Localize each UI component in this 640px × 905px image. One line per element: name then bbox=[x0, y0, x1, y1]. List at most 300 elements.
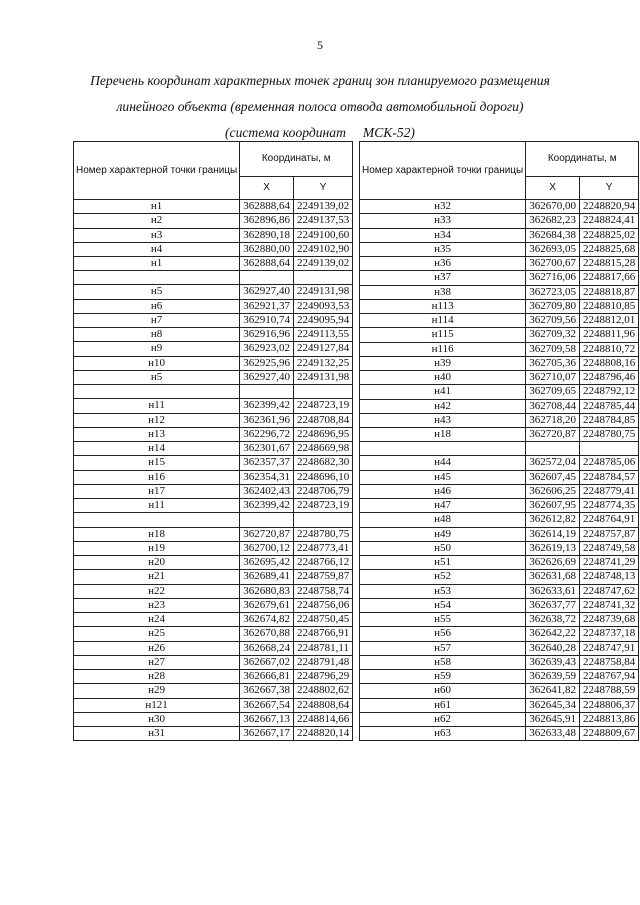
x-cell bbox=[240, 513, 294, 527]
table-row bbox=[360, 570, 639, 584]
table-row bbox=[360, 285, 639, 299]
table-row bbox=[360, 413, 639, 427]
y-cell: 2248784,57 bbox=[579, 470, 638, 484]
table-row bbox=[74, 370, 353, 384]
table-row bbox=[360, 299, 639, 313]
table-row bbox=[74, 313, 353, 327]
point-cell: н31 bbox=[74, 727, 240, 741]
table-row bbox=[74, 257, 353, 271]
point-cell: н121 bbox=[74, 698, 240, 712]
table-row bbox=[74, 598, 353, 612]
table-row bbox=[360, 456, 639, 470]
point-cell: н43 bbox=[360, 413, 526, 427]
table-row bbox=[360, 627, 639, 641]
y-cell: 2248812,01 bbox=[579, 314, 638, 328]
y-cell: 2248825,02 bbox=[579, 228, 638, 242]
x-cell: 362639,43 bbox=[526, 655, 580, 669]
y-cell: 2249139,02 bbox=[293, 200, 352, 214]
table-body-left bbox=[74, 200, 353, 741]
point-cell: н63 bbox=[360, 727, 526, 741]
y-cell: 2249132,25 bbox=[293, 356, 352, 370]
point-cell: н47 bbox=[360, 499, 526, 513]
y-cell: 2248818,87 bbox=[579, 285, 638, 299]
point-cell: н48 bbox=[360, 513, 526, 527]
x-cell: 362402,43 bbox=[240, 484, 294, 498]
point-cell: н39 bbox=[360, 356, 526, 370]
y-cell: 2248788,59 bbox=[579, 684, 638, 698]
point-cell: н37 bbox=[360, 271, 526, 285]
point-cell: н22 bbox=[74, 584, 240, 598]
table-row bbox=[74, 442, 353, 456]
table-row bbox=[360, 513, 639, 527]
point-cell: н53 bbox=[360, 584, 526, 598]
x-cell: 362684,38 bbox=[526, 228, 580, 242]
y-cell bbox=[293, 271, 352, 285]
table-row bbox=[360, 342, 639, 356]
y-cell: 2248766,91 bbox=[293, 627, 352, 641]
y-cell: 2248749,58 bbox=[579, 541, 638, 555]
x-cell: 362642,22 bbox=[526, 627, 580, 641]
header-x: X bbox=[526, 177, 580, 200]
y-cell: 2248825,68 bbox=[579, 242, 638, 256]
point-cell: н57 bbox=[360, 641, 526, 655]
y-cell: 2248767,94 bbox=[579, 670, 638, 684]
point-cell: н11 bbox=[74, 499, 240, 513]
point-cell: н1 bbox=[74, 257, 240, 271]
y-cell: 2248781,11 bbox=[293, 641, 352, 655]
point-cell: н25 bbox=[74, 627, 240, 641]
point-cell: н46 bbox=[360, 484, 526, 498]
y-cell: 2248706,79 bbox=[293, 484, 352, 498]
table-row bbox=[360, 470, 639, 484]
table-row bbox=[360, 712, 639, 726]
y-cell: 2248785,44 bbox=[579, 399, 638, 413]
y-cell: 2248780,75 bbox=[579, 428, 638, 442]
y-cell: 2248817,66 bbox=[579, 271, 638, 285]
x-cell: 362709,56 bbox=[526, 314, 580, 328]
table-row bbox=[360, 670, 639, 684]
table-row bbox=[360, 556, 639, 570]
coordinates-table-left bbox=[73, 141, 353, 741]
point-cell: н4 bbox=[74, 242, 240, 256]
x-cell: 362631,68 bbox=[526, 570, 580, 584]
x-cell: 362680,83 bbox=[240, 584, 294, 598]
point-cell: н59 bbox=[360, 670, 526, 684]
y-cell: 2248748,13 bbox=[579, 570, 638, 584]
y-cell: 2249093,53 bbox=[293, 299, 352, 313]
point-cell: н54 bbox=[360, 598, 526, 612]
point-cell: н17 bbox=[74, 484, 240, 498]
x-cell: 362614,19 bbox=[526, 527, 580, 541]
x-cell bbox=[240, 385, 294, 399]
point-cell: н20 bbox=[74, 556, 240, 570]
table-row bbox=[360, 541, 639, 555]
y-cell: 2248747,62 bbox=[579, 584, 638, 598]
point-cell: н35 bbox=[360, 242, 526, 256]
x-cell: 362638,72 bbox=[526, 613, 580, 627]
x-cell bbox=[240, 271, 294, 285]
point-cell: н61 bbox=[360, 698, 526, 712]
table-row bbox=[74, 456, 353, 470]
point-cell: н24 bbox=[74, 613, 240, 627]
point-cell: н13 bbox=[74, 427, 240, 441]
point-cell: н62 bbox=[360, 712, 526, 726]
x-cell: 362645,34 bbox=[526, 698, 580, 712]
table-row bbox=[360, 684, 639, 698]
point-cell: н42 bbox=[360, 399, 526, 413]
y-cell: 2248792,12 bbox=[579, 385, 638, 399]
x-cell: 362399,42 bbox=[240, 499, 294, 513]
y-cell: 2248766,12 bbox=[293, 556, 352, 570]
y-cell: 2249100,60 bbox=[293, 228, 352, 242]
x-cell: 362710,07 bbox=[526, 371, 580, 385]
y-cell bbox=[579, 442, 638, 456]
x-cell: 362633,48 bbox=[526, 727, 580, 741]
header-point: Номер характерной точки границы bbox=[360, 142, 526, 200]
point-cell: н114 bbox=[360, 314, 526, 328]
x-cell: 362641,82 bbox=[526, 684, 580, 698]
table-row bbox=[360, 655, 639, 669]
x-cell: 362667,38 bbox=[240, 684, 294, 698]
x-cell: 362923,02 bbox=[240, 342, 294, 356]
x-cell: 362668,24 bbox=[240, 641, 294, 655]
table-row bbox=[360, 484, 639, 498]
point-cell: н9 bbox=[74, 342, 240, 356]
table-row bbox=[360, 727, 639, 741]
point-cell: н30 bbox=[74, 712, 240, 726]
title-line: линейного объекта (временная полоса отвода автомобильной дороги) bbox=[116, 99, 524, 114]
x-cell: 362925,96 bbox=[240, 356, 294, 370]
y-cell: 2248814,66 bbox=[293, 712, 352, 726]
x-cell: 362720,87 bbox=[240, 527, 294, 541]
x-cell: 362612,82 bbox=[526, 513, 580, 527]
x-cell: 362682,23 bbox=[526, 214, 580, 228]
point-cell: н44 bbox=[360, 456, 526, 470]
page-number: 5 bbox=[317, 38, 323, 52]
x-cell: 362354,31 bbox=[240, 470, 294, 484]
point-cell: н5 bbox=[74, 285, 240, 299]
x-cell: 362296,72 bbox=[240, 427, 294, 441]
point-cell: н5 bbox=[74, 370, 240, 384]
table-row bbox=[360, 641, 639, 655]
point-cell bbox=[74, 385, 240, 399]
y-cell: 2248741,32 bbox=[579, 598, 638, 612]
y-cell: 2248682,30 bbox=[293, 456, 352, 470]
header-coordinates: Координаты, м bbox=[240, 142, 353, 177]
point-cell: н49 bbox=[360, 527, 526, 541]
y-cell: 2248809,67 bbox=[579, 727, 638, 741]
table-row bbox=[74, 698, 353, 712]
point-cell: н14 bbox=[74, 442, 240, 456]
point-cell: н1 bbox=[74, 200, 240, 214]
y-cell: 2248813,86 bbox=[579, 712, 638, 726]
point-cell: н19 bbox=[74, 541, 240, 555]
y-cell: 2248774,35 bbox=[579, 499, 638, 513]
table-row bbox=[74, 684, 353, 698]
y-cell: 2248824,41 bbox=[579, 214, 638, 228]
y-cell: 2248750,45 bbox=[293, 613, 352, 627]
point-cell: н116 bbox=[360, 342, 526, 356]
x-cell: 362670,88 bbox=[240, 627, 294, 641]
header-y: Y bbox=[293, 177, 352, 200]
table-row bbox=[74, 655, 353, 669]
y-cell: 2249137,53 bbox=[293, 214, 352, 228]
point-cell: н2 bbox=[74, 214, 240, 228]
y-cell: 2249131,98 bbox=[293, 285, 352, 299]
y-cell: 2248785,06 bbox=[579, 456, 638, 470]
x-cell: 362666,81 bbox=[240, 670, 294, 684]
point-cell: н8 bbox=[74, 328, 240, 342]
table-row bbox=[74, 584, 353, 598]
x-cell: 362619,13 bbox=[526, 541, 580, 555]
y-cell: 2248723,19 bbox=[293, 399, 352, 413]
x-cell: 362674,82 bbox=[240, 613, 294, 627]
table-row bbox=[360, 442, 639, 456]
table-row bbox=[360, 698, 639, 712]
point-cell: н40 bbox=[360, 371, 526, 385]
table-row bbox=[74, 200, 353, 214]
table-row bbox=[360, 385, 639, 399]
point-cell: н18 bbox=[360, 428, 526, 442]
table-row bbox=[74, 299, 353, 313]
x-cell: 362723,05 bbox=[526, 285, 580, 299]
x-cell: 362921,37 bbox=[240, 299, 294, 313]
point-cell bbox=[360, 442, 526, 456]
point-cell: н38 bbox=[360, 285, 526, 299]
table-row bbox=[74, 470, 353, 484]
x-cell: 362667,17 bbox=[240, 727, 294, 741]
table-row bbox=[74, 271, 353, 285]
table-row bbox=[74, 342, 353, 356]
table-row bbox=[360, 428, 639, 442]
coordinates-table-right bbox=[359, 141, 639, 741]
y-cell: 2248810,85 bbox=[579, 299, 638, 313]
table-row bbox=[74, 228, 353, 242]
y-cell: 2248796,46 bbox=[579, 371, 638, 385]
x-cell: 362606,25 bbox=[526, 484, 580, 498]
point-cell bbox=[74, 513, 240, 527]
table-row bbox=[74, 712, 353, 726]
point-cell: н34 bbox=[360, 228, 526, 242]
x-cell: 362361,96 bbox=[240, 413, 294, 427]
x-cell: 362640,28 bbox=[526, 641, 580, 655]
table-row bbox=[360, 228, 639, 242]
header-point: Номер характерной точки границы bbox=[74, 142, 240, 200]
y-cell: 2248796,29 bbox=[293, 670, 352, 684]
table-row bbox=[74, 499, 353, 513]
table-row bbox=[74, 727, 353, 741]
table-row bbox=[360, 598, 639, 612]
table-row bbox=[74, 627, 353, 641]
title-line: (система координат МСК-52) bbox=[225, 125, 415, 140]
x-cell: 362667,02 bbox=[240, 655, 294, 669]
point-cell: н36 bbox=[360, 257, 526, 271]
x-cell: 362695,42 bbox=[240, 556, 294, 570]
point-cell: н27 bbox=[74, 655, 240, 669]
x-cell bbox=[526, 442, 580, 456]
point-cell: н41 bbox=[360, 385, 526, 399]
x-cell: 362667,13 bbox=[240, 712, 294, 726]
table-row bbox=[360, 356, 639, 370]
y-cell: 2248739,68 bbox=[579, 613, 638, 627]
y-cell: 2248747,91 bbox=[579, 641, 638, 655]
table-row bbox=[74, 541, 353, 555]
y-cell: 2249102,90 bbox=[293, 242, 352, 256]
point-cell: н56 bbox=[360, 627, 526, 641]
y-cell: 2249095,94 bbox=[293, 313, 352, 327]
table-row bbox=[74, 527, 353, 541]
table-row bbox=[74, 641, 353, 655]
point-cell: н7 bbox=[74, 313, 240, 327]
point-cell: н52 bbox=[360, 570, 526, 584]
y-cell: 2249139,02 bbox=[293, 257, 352, 271]
point-cell: н50 bbox=[360, 541, 526, 555]
table-row bbox=[74, 356, 353, 370]
table-row bbox=[74, 613, 353, 627]
y-cell: 2249127,84 bbox=[293, 342, 352, 356]
x-cell: 362927,40 bbox=[240, 285, 294, 299]
y-cell: 2248696,10 bbox=[293, 470, 352, 484]
y-cell: 2248773,41 bbox=[293, 541, 352, 555]
y-cell: 2248808,16 bbox=[579, 356, 638, 370]
x-cell: 362679,61 bbox=[240, 598, 294, 612]
table-row bbox=[74, 328, 353, 342]
point-cell: н18 bbox=[74, 527, 240, 541]
y-cell: 2248780,75 bbox=[293, 527, 352, 541]
y-cell: 2248764,91 bbox=[579, 513, 638, 527]
y-cell: 2248815,28 bbox=[579, 257, 638, 271]
x-cell: 362709,58 bbox=[526, 342, 580, 356]
table-row bbox=[360, 214, 639, 228]
x-cell: 362880,00 bbox=[240, 242, 294, 256]
table-row bbox=[360, 242, 639, 256]
point-cell: н115 bbox=[360, 328, 526, 342]
point-cell: н113 bbox=[360, 299, 526, 313]
point-cell: н3 bbox=[74, 228, 240, 242]
y-cell: 2248757,87 bbox=[579, 527, 638, 541]
y-cell: 2248669,98 bbox=[293, 442, 352, 456]
table-row bbox=[74, 242, 353, 256]
y-cell: 2248802,62 bbox=[293, 684, 352, 698]
x-cell: 362670,00 bbox=[526, 200, 580, 214]
table-row bbox=[74, 570, 353, 584]
point-cell: н21 bbox=[74, 570, 240, 584]
y-cell: 2248758,84 bbox=[579, 655, 638, 669]
y-cell: 2248723,19 bbox=[293, 499, 352, 513]
x-cell: 362890,18 bbox=[240, 228, 294, 242]
x-cell: 362607,45 bbox=[526, 470, 580, 484]
table-row bbox=[74, 484, 353, 498]
table-row bbox=[74, 413, 353, 427]
table-row bbox=[74, 670, 353, 684]
x-cell: 362888,64 bbox=[240, 257, 294, 271]
header-y: Y bbox=[579, 177, 638, 200]
table-row bbox=[360, 584, 639, 598]
point-cell: н11 bbox=[74, 399, 240, 413]
x-cell: 362720,87 bbox=[526, 428, 580, 442]
x-cell: 362700,12 bbox=[240, 541, 294, 555]
x-cell: 362705,36 bbox=[526, 356, 580, 370]
table-row bbox=[360, 399, 639, 413]
y-cell: 2248756,06 bbox=[293, 598, 352, 612]
title-line: Перечень координат характерных точек границ зон планируемого размещения bbox=[90, 73, 550, 88]
x-cell: 362927,40 bbox=[240, 370, 294, 384]
point-cell: н29 bbox=[74, 684, 240, 698]
x-cell: 362572,04 bbox=[526, 456, 580, 470]
table-row bbox=[360, 371, 639, 385]
x-cell: 362639,59 bbox=[526, 670, 580, 684]
y-cell: 2249113,55 bbox=[293, 328, 352, 342]
x-cell: 362626,69 bbox=[526, 556, 580, 570]
table-row bbox=[74, 513, 353, 527]
x-cell: 362607,95 bbox=[526, 499, 580, 513]
table-row bbox=[360, 328, 639, 342]
x-cell: 362399,42 bbox=[240, 399, 294, 413]
x-cell: 362357,37 bbox=[240, 456, 294, 470]
y-cell bbox=[293, 513, 352, 527]
point-cell: н6 bbox=[74, 299, 240, 313]
table-row bbox=[360, 200, 639, 214]
table-row bbox=[360, 613, 639, 627]
table-row bbox=[360, 499, 639, 513]
x-cell: 362888,64 bbox=[240, 200, 294, 214]
table-body-right bbox=[360, 200, 639, 741]
x-cell: 362910,74 bbox=[240, 313, 294, 327]
header-x: X bbox=[240, 177, 294, 200]
header-coordinates: Координаты, м bbox=[526, 142, 639, 177]
x-cell: 362896,86 bbox=[240, 214, 294, 228]
y-cell: 2248741,29 bbox=[579, 556, 638, 570]
x-cell: 362700,67 bbox=[526, 257, 580, 271]
y-cell: 2248810,72 bbox=[579, 342, 638, 356]
table-row bbox=[360, 314, 639, 328]
point-cell: н55 bbox=[360, 613, 526, 627]
y-cell: 2248811,96 bbox=[579, 328, 638, 342]
point-cell: н58 bbox=[360, 655, 526, 669]
table-row bbox=[74, 427, 353, 441]
x-cell: 362693,05 bbox=[526, 242, 580, 256]
x-cell: 362667,54 bbox=[240, 698, 294, 712]
table-row bbox=[74, 556, 353, 570]
y-cell: 2248808,64 bbox=[293, 698, 352, 712]
x-cell: 362709,80 bbox=[526, 299, 580, 313]
document-title bbox=[40, 68, 600, 146]
point-cell: н60 bbox=[360, 684, 526, 698]
x-cell: 362708,44 bbox=[526, 399, 580, 413]
y-cell: 2248791,48 bbox=[293, 655, 352, 669]
y-cell: 2248820,94 bbox=[579, 200, 638, 214]
y-cell: 2248820,14 bbox=[293, 727, 352, 741]
y-cell: 2248806,37 bbox=[579, 698, 638, 712]
point-cell: н32 bbox=[360, 200, 526, 214]
point-cell: н33 bbox=[360, 214, 526, 228]
point-cell: н16 bbox=[74, 470, 240, 484]
table-row bbox=[74, 399, 353, 413]
y-cell: 2248737,18 bbox=[579, 627, 638, 641]
x-cell: 362301,67 bbox=[240, 442, 294, 456]
table-row bbox=[74, 385, 353, 399]
x-cell: 362716,06 bbox=[526, 271, 580, 285]
x-cell: 362709,32 bbox=[526, 328, 580, 342]
y-cell: 2248779,41 bbox=[579, 484, 638, 498]
table-row bbox=[74, 285, 353, 299]
point-cell: н12 bbox=[74, 413, 240, 427]
y-cell: 2248759,87 bbox=[293, 570, 352, 584]
point-cell bbox=[74, 271, 240, 285]
point-cell: н26 bbox=[74, 641, 240, 655]
x-cell: 362689,41 bbox=[240, 570, 294, 584]
point-cell: н10 bbox=[74, 356, 240, 370]
